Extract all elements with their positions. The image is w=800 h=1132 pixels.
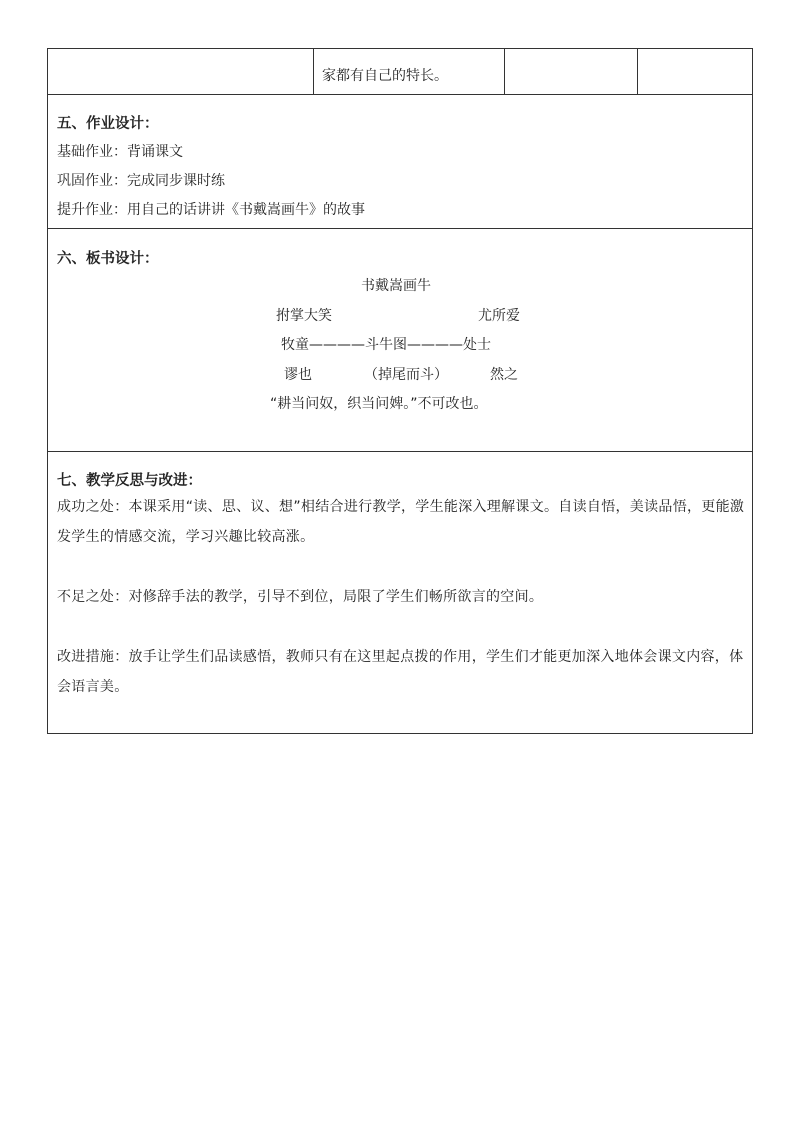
reflection-success: 成功之处：本课采用“读、思、议、想”相结合进行教学，学生能深入理解课文。自读自悟，美读品悟，更能激发学生的情感交流，学习兴趣比较高涨。	[57, 499, 745, 545]
reflection-heading: 七、教学反思与改进：	[57, 473, 202, 489]
board-design-section	[48, 229, 752, 452]
table-cell-empty-4	[638, 49, 752, 94]
board-heading: 六、板书设计：	[57, 251, 159, 267]
reflection-shortcoming: 不足之处：对修辞手法的教学，引导不到位，局限了学生们畅所欲言的空间。	[57, 589, 544, 605]
homework-section	[48, 95, 752, 229]
lesson-plan-table	[47, 48, 753, 734]
homework-heading: 五、作业设计：	[57, 116, 159, 132]
board-title: 书戴嵩画牛	[361, 278, 431, 294]
board-quote: “耕当问奴，织当问婢。”不可改也。	[270, 396, 488, 412]
homework-basic: 基础作业：背诵课文	[57, 144, 183, 160]
board-right-bottom: 然之	[490, 367, 518, 383]
board-left-bottom: 谬也	[284, 367, 312, 383]
board-left-top: 拊掌大笑	[276, 308, 332, 324]
table-cell-text	[314, 49, 505, 94]
homework-advanced: 提升作业：用自己的话讲讲《书戴嵩画牛》的故事	[57, 202, 365, 218]
reflection-improvement: 改进措施：放手让学生们品读感悟，教师只有在这里起点拨的作用，学生们才能更加深入地体会课文内容，体会语言美。	[57, 649, 744, 695]
table-cell-text-content: 家都有自己的特长。	[322, 68, 448, 84]
table-cell-empty-3	[505, 49, 638, 94]
table-cell-empty-1	[48, 49, 314, 94]
homework-consolidate: 巩固作业：完成同步课时练	[57, 173, 225, 189]
board-right-top: 尤所爱	[478, 308, 520, 324]
reflection-section	[48, 452, 752, 733]
table-top-row	[48, 49, 752, 95]
board-center-bottom: （掉尾而斗）	[364, 367, 448, 383]
board-middle-line: 牧童————斗牛图————处士	[281, 337, 491, 353]
